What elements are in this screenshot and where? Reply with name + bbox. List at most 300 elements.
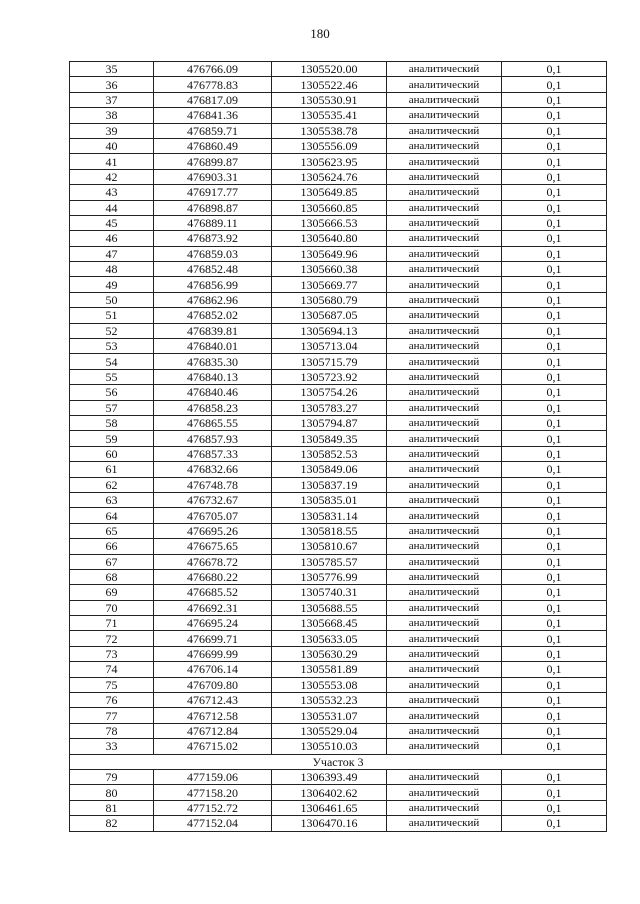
accuracy: 0,1 <box>502 723 607 738</box>
method: аналитический <box>387 262 502 277</box>
accuracy: 0,1 <box>502 554 607 569</box>
x-coordinate: 476712.43 <box>154 693 272 708</box>
y-coordinate: 1305837.19 <box>272 477 387 492</box>
method: аналитический <box>387 415 502 430</box>
x-coordinate: 476859.71 <box>154 123 272 138</box>
x-coordinate: 476857.93 <box>154 431 272 446</box>
point-number: 36 <box>70 77 154 92</box>
x-coordinate: 477152.04 <box>154 816 272 831</box>
point-number: 55 <box>70 369 154 384</box>
method: аналитический <box>387 816 502 831</box>
x-coordinate: 476852.02 <box>154 308 272 323</box>
table-body-part-1 <box>70 62 607 755</box>
y-coordinate: 1305531.07 <box>272 708 387 723</box>
x-coordinate: 476840.01 <box>154 339 272 354</box>
accuracy: 0,1 <box>502 292 607 307</box>
accuracy: 0,1 <box>502 492 607 507</box>
point-number: 44 <box>70 200 154 215</box>
y-coordinate: 1305660.38 <box>272 262 387 277</box>
y-coordinate: 1306470.16 <box>272 816 387 831</box>
method: аналитический <box>387 492 502 507</box>
accuracy: 0,1 <box>502 800 607 815</box>
point-number: 33 <box>70 739 154 754</box>
method: аналитический <box>387 215 502 230</box>
method: аналитический <box>387 539 502 554</box>
method: аналитический <box>387 462 502 477</box>
x-coordinate: 476706.14 <box>154 662 272 677</box>
table-row <box>70 323 607 338</box>
table-row <box>70 354 607 369</box>
point-number: 76 <box>70 693 154 708</box>
accuracy: 0,1 <box>502 569 607 584</box>
point-number: 80 <box>70 785 154 800</box>
method: аналитический <box>387 800 502 815</box>
point-number: 68 <box>70 569 154 584</box>
y-coordinate: 1305538.78 <box>272 123 387 138</box>
table-row <box>70 385 607 400</box>
table-row <box>70 646 607 661</box>
accuracy: 0,1 <box>502 308 607 323</box>
method: аналитический <box>387 369 502 384</box>
y-coordinate: 1305535.41 <box>272 108 387 123</box>
x-coordinate: 476766.09 <box>154 62 272 77</box>
y-coordinate: 1305694.13 <box>272 323 387 338</box>
x-coordinate: 477159.06 <box>154 769 272 784</box>
point-number: 62 <box>70 477 154 492</box>
accuracy: 0,1 <box>502 185 607 200</box>
x-coordinate: 476715.02 <box>154 739 272 754</box>
accuracy: 0,1 <box>502 693 607 708</box>
page-number: 180 <box>310 26 330 41</box>
table-row <box>70 446 607 461</box>
point-number: 42 <box>70 169 154 184</box>
method: аналитический <box>387 662 502 677</box>
y-coordinate: 1305723.92 <box>272 369 387 384</box>
point-number: 71 <box>70 616 154 631</box>
x-coordinate: 476840.46 <box>154 385 272 400</box>
table-body-part-2 <box>70 769 607 831</box>
method: аналитический <box>387 616 502 631</box>
x-coordinate: 476685.52 <box>154 585 272 600</box>
x-coordinate: 476857.33 <box>154 446 272 461</box>
point-number: 61 <box>70 462 154 477</box>
accuracy: 0,1 <box>502 769 607 784</box>
x-coordinate: 476692.31 <box>154 600 272 615</box>
y-coordinate: 1305640.80 <box>272 231 387 246</box>
y-coordinate: 1305529.04 <box>272 723 387 738</box>
y-coordinate: 1305510.03 <box>272 739 387 754</box>
x-coordinate: 476860.49 <box>154 138 272 153</box>
point-number: 74 <box>70 662 154 677</box>
x-coordinate: 477152.72 <box>154 800 272 815</box>
point-number: 66 <box>70 539 154 554</box>
y-coordinate: 1305623.95 <box>272 154 387 169</box>
table-row <box>70 800 607 815</box>
y-coordinate: 1305666.53 <box>272 215 387 230</box>
table-row <box>70 92 607 107</box>
y-coordinate: 1305680.79 <box>272 292 387 307</box>
y-coordinate: 1305818.55 <box>272 523 387 538</box>
y-coordinate: 1305522.46 <box>272 77 387 92</box>
y-coordinate: 1305831.14 <box>272 508 387 523</box>
table-row <box>70 631 607 646</box>
x-coordinate: 476705.07 <box>154 508 272 523</box>
point-number: 39 <box>70 123 154 138</box>
method: аналитический <box>387 631 502 646</box>
accuracy: 0,1 <box>502 477 607 492</box>
accuracy: 0,1 <box>502 246 607 261</box>
x-coordinate: 476748.78 <box>154 477 272 492</box>
y-coordinate: 1305740.31 <box>272 585 387 600</box>
method: аналитический <box>387 323 502 338</box>
x-coordinate: 476859.03 <box>154 246 272 261</box>
y-coordinate: 1305668.45 <box>272 616 387 631</box>
coordinates-table <box>69 61 607 832</box>
table-row <box>70 616 607 631</box>
accuracy: 0,1 <box>502 77 607 92</box>
accuracy: 0,1 <box>502 600 607 615</box>
accuracy: 0,1 <box>502 646 607 661</box>
table-row <box>70 369 607 384</box>
method: аналитический <box>387 554 502 569</box>
table-row <box>70 231 607 246</box>
table-row <box>70 677 607 692</box>
table-row <box>70 215 607 230</box>
table-row <box>70 723 607 738</box>
x-coordinate: 476841.36 <box>154 108 272 123</box>
x-coordinate: 476675.65 <box>154 539 272 554</box>
table-row <box>70 769 607 784</box>
point-number: 78 <box>70 723 154 738</box>
x-coordinate: 476840.13 <box>154 369 272 384</box>
point-number: 41 <box>70 154 154 169</box>
x-coordinate: 476680.22 <box>154 569 272 584</box>
y-coordinate: 1306393.49 <box>272 769 387 784</box>
x-coordinate: 476709.80 <box>154 677 272 692</box>
method: аналитический <box>387 785 502 800</box>
method: аналитический <box>387 339 502 354</box>
method: аналитический <box>387 769 502 784</box>
table-row <box>70 693 607 708</box>
point-number: 38 <box>70 108 154 123</box>
table-row <box>70 569 607 584</box>
y-coordinate: 1305530.91 <box>272 92 387 107</box>
method: аналитический <box>387 292 502 307</box>
y-coordinate: 1305520.00 <box>272 62 387 77</box>
y-coordinate: 1305810.67 <box>272 539 387 554</box>
table-row <box>70 200 607 215</box>
method: аналитический <box>387 677 502 692</box>
table-row <box>70 185 607 200</box>
point-number: 59 <box>70 431 154 446</box>
table-row <box>70 554 607 569</box>
table-row <box>70 339 607 354</box>
y-coordinate: 1306402.62 <box>272 785 387 800</box>
accuracy: 0,1 <box>502 262 607 277</box>
y-coordinate: 1305715.79 <box>272 354 387 369</box>
method: аналитический <box>387 123 502 138</box>
y-coordinate: 1305624.76 <box>272 169 387 184</box>
method: аналитический <box>387 154 502 169</box>
method: аналитический <box>387 308 502 323</box>
table-row <box>70 477 607 492</box>
accuracy: 0,1 <box>502 508 607 523</box>
x-coordinate: 476817.09 <box>154 92 272 107</box>
point-number: 45 <box>70 215 154 230</box>
method: аналитический <box>387 138 502 153</box>
point-number: 70 <box>70 600 154 615</box>
x-coordinate: 476903.31 <box>154 169 272 184</box>
point-number: 51 <box>70 308 154 323</box>
accuracy: 0,1 <box>502 631 607 646</box>
point-number: 40 <box>70 138 154 153</box>
table-row <box>70 462 607 477</box>
point-number: 75 <box>70 677 154 692</box>
y-coordinate: 1305849.35 <box>272 431 387 446</box>
y-coordinate: 1305794.87 <box>272 415 387 430</box>
x-coordinate: 476778.83 <box>154 77 272 92</box>
accuracy: 0,1 <box>502 92 607 107</box>
point-number: 46 <box>70 231 154 246</box>
y-coordinate: 1305835.01 <box>272 492 387 507</box>
accuracy: 0,1 <box>502 539 607 554</box>
point-number: 77 <box>70 708 154 723</box>
section-row <box>70 754 607 769</box>
point-number: 60 <box>70 446 154 461</box>
y-coordinate: 1306461.65 <box>272 800 387 815</box>
method: аналитический <box>387 169 502 184</box>
section-title: Участок 3 <box>70 754 607 769</box>
table-row <box>70 262 607 277</box>
table-row <box>70 708 607 723</box>
y-coordinate: 1305776.99 <box>272 569 387 584</box>
method: аналитический <box>387 739 502 754</box>
y-coordinate: 1305553.08 <box>272 677 387 692</box>
table-row <box>70 277 607 292</box>
point-number: 67 <box>70 554 154 569</box>
table-row <box>70 246 607 261</box>
x-coordinate: 476873.92 <box>154 231 272 246</box>
table-row <box>70 169 607 184</box>
x-coordinate: 476832.66 <box>154 462 272 477</box>
accuracy: 0,1 <box>502 231 607 246</box>
x-coordinate: 476678.72 <box>154 554 272 569</box>
method: аналитический <box>387 246 502 261</box>
point-number: 63 <box>70 492 154 507</box>
x-coordinate: 476865.55 <box>154 415 272 430</box>
table-row <box>70 816 607 831</box>
accuracy: 0,1 <box>502 462 607 477</box>
point-number: 64 <box>70 508 154 523</box>
method: аналитический <box>387 108 502 123</box>
x-coordinate: 476898.87 <box>154 200 272 215</box>
accuracy: 0,1 <box>502 354 607 369</box>
table-row <box>70 415 607 430</box>
table-row <box>70 600 607 615</box>
accuracy: 0,1 <box>502 385 607 400</box>
accuracy: 0,1 <box>502 816 607 831</box>
point-number: 48 <box>70 262 154 277</box>
point-number: 43 <box>70 185 154 200</box>
x-coordinate: 476852.48 <box>154 262 272 277</box>
table-row <box>70 508 607 523</box>
x-coordinate: 476858.23 <box>154 400 272 415</box>
method: аналитический <box>387 400 502 415</box>
table-row <box>70 62 607 77</box>
y-coordinate: 1305649.85 <box>272 185 387 200</box>
x-coordinate: 476695.24 <box>154 616 272 631</box>
accuracy: 0,1 <box>502 431 607 446</box>
method: аналитический <box>387 477 502 492</box>
method: аналитический <box>387 446 502 461</box>
point-number: 37 <box>70 92 154 107</box>
y-coordinate: 1305713.04 <box>272 339 387 354</box>
method: аналитический <box>387 585 502 600</box>
accuracy: 0,1 <box>502 62 607 77</box>
method: аналитический <box>387 354 502 369</box>
accuracy: 0,1 <box>502 108 607 123</box>
x-coordinate: 476695.26 <box>154 523 272 538</box>
x-coordinate: 476835.30 <box>154 354 272 369</box>
accuracy: 0,1 <box>502 200 607 215</box>
method: аналитический <box>387 723 502 738</box>
y-coordinate: 1305660.85 <box>272 200 387 215</box>
method: аналитический <box>387 62 502 77</box>
accuracy: 0,1 <box>502 446 607 461</box>
point-number: 50 <box>70 292 154 307</box>
x-coordinate: 477158.20 <box>154 785 272 800</box>
accuracy: 0,1 <box>502 277 607 292</box>
point-number: 81 <box>70 800 154 815</box>
y-coordinate: 1305687.05 <box>272 308 387 323</box>
method: аналитический <box>387 431 502 446</box>
x-coordinate: 476712.84 <box>154 723 272 738</box>
method: аналитический <box>387 200 502 215</box>
accuracy: 0,1 <box>502 123 607 138</box>
accuracy: 0,1 <box>502 169 607 184</box>
point-number: 73 <box>70 646 154 661</box>
table-row <box>70 77 607 92</box>
accuracy: 0,1 <box>502 785 607 800</box>
point-number: 49 <box>70 277 154 292</box>
x-coordinate: 476712.58 <box>154 708 272 723</box>
y-coordinate: 1305649.96 <box>272 246 387 261</box>
method: аналитический <box>387 277 502 292</box>
table-row <box>70 108 607 123</box>
table-row <box>70 308 607 323</box>
table-row <box>70 523 607 538</box>
accuracy: 0,1 <box>502 400 607 415</box>
y-coordinate: 1305849.06 <box>272 462 387 477</box>
accuracy: 0,1 <box>502 523 607 538</box>
x-coordinate: 476699.99 <box>154 646 272 661</box>
point-number: 69 <box>70 585 154 600</box>
table-row <box>70 292 607 307</box>
accuracy: 0,1 <box>502 323 607 338</box>
point-number: 79 <box>70 769 154 784</box>
method: аналитический <box>387 693 502 708</box>
method: аналитический <box>387 569 502 584</box>
method: аналитический <box>387 523 502 538</box>
x-coordinate: 476899.87 <box>154 154 272 169</box>
point-number: 35 <box>70 62 154 77</box>
accuracy: 0,1 <box>502 154 607 169</box>
accuracy: 0,1 <box>502 739 607 754</box>
y-coordinate: 1305556.09 <box>272 138 387 153</box>
point-number: 56 <box>70 385 154 400</box>
x-coordinate: 476856.99 <box>154 277 272 292</box>
point-number: 58 <box>70 415 154 430</box>
point-number: 52 <box>70 323 154 338</box>
method: аналитический <box>387 185 502 200</box>
x-coordinate: 476839.81 <box>154 323 272 338</box>
table-row <box>70 539 607 554</box>
y-coordinate: 1305532.23 <box>272 693 387 708</box>
method: аналитический <box>387 708 502 723</box>
table-row <box>70 492 607 507</box>
x-coordinate: 476889.11 <box>154 215 272 230</box>
y-coordinate: 1305669.77 <box>272 277 387 292</box>
y-coordinate: 1305785.57 <box>272 554 387 569</box>
method: аналитический <box>387 231 502 246</box>
table-row <box>70 785 607 800</box>
table-row <box>70 739 607 754</box>
point-number: 54 <box>70 354 154 369</box>
method: аналитический <box>387 92 502 107</box>
point-number: 47 <box>70 246 154 261</box>
y-coordinate: 1305633.05 <box>272 631 387 646</box>
point-number: 57 <box>70 400 154 415</box>
x-coordinate: 476732.67 <box>154 492 272 507</box>
x-coordinate: 476862.96 <box>154 292 272 307</box>
y-coordinate: 1305783.27 <box>272 400 387 415</box>
accuracy: 0,1 <box>502 215 607 230</box>
method: аналитический <box>387 77 502 92</box>
point-number: 72 <box>70 631 154 646</box>
y-coordinate: 1305630.29 <box>272 646 387 661</box>
accuracy: 0,1 <box>502 339 607 354</box>
y-coordinate: 1305688.55 <box>272 600 387 615</box>
accuracy: 0,1 <box>502 662 607 677</box>
point-number: 65 <box>70 523 154 538</box>
accuracy: 0,1 <box>502 369 607 384</box>
x-coordinate: 476699.71 <box>154 631 272 646</box>
accuracy: 0,1 <box>502 415 607 430</box>
method: аналитический <box>387 385 502 400</box>
method: аналитический <box>387 508 502 523</box>
y-coordinate: 1305754.26 <box>272 385 387 400</box>
accuracy: 0,1 <box>502 677 607 692</box>
table-row <box>70 138 607 153</box>
method: аналитический <box>387 646 502 661</box>
accuracy: 0,1 <box>502 585 607 600</box>
table-row <box>70 431 607 446</box>
accuracy: 0,1 <box>502 708 607 723</box>
y-coordinate: 1305581.89 <box>272 662 387 677</box>
table-row <box>70 400 607 415</box>
method: аналитический <box>387 600 502 615</box>
table-row <box>70 154 607 169</box>
accuracy: 0,1 <box>502 616 607 631</box>
point-number: 82 <box>70 816 154 831</box>
accuracy: 0,1 <box>502 138 607 153</box>
x-coordinate: 476917.77 <box>154 185 272 200</box>
table-row <box>70 585 607 600</box>
section-header-row-group <box>70 754 607 769</box>
table-row <box>70 662 607 677</box>
table-row <box>70 123 607 138</box>
y-coordinate: 1305852.53 <box>272 446 387 461</box>
